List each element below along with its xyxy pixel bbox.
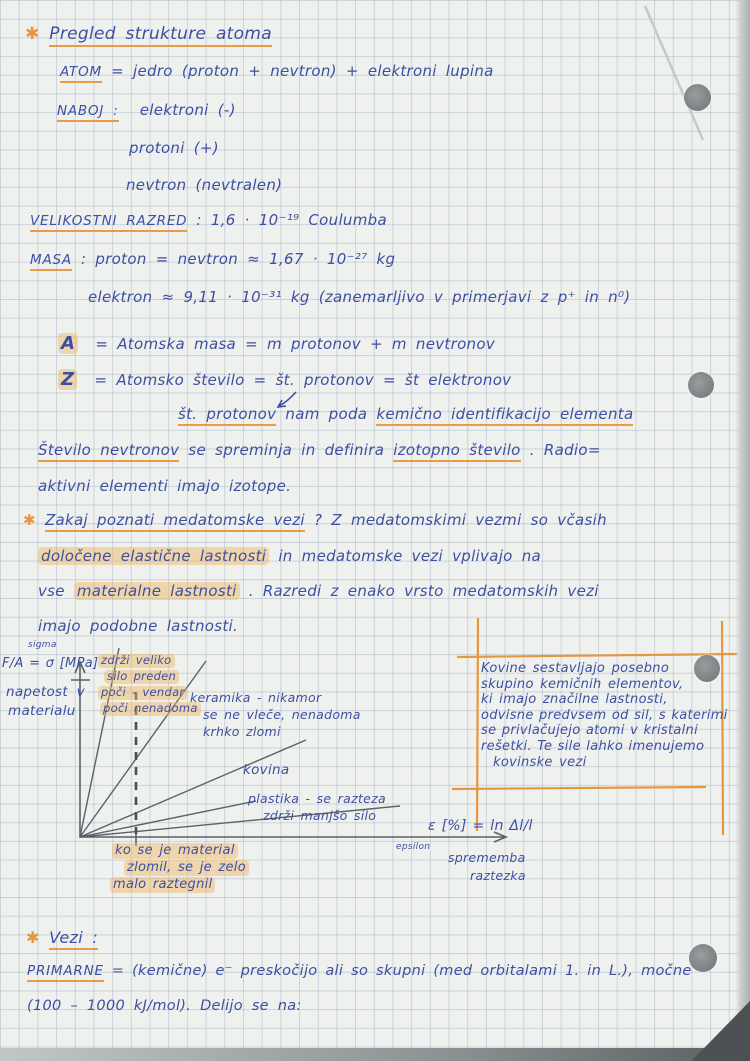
paper-crease [645, 6, 703, 140]
vezi-title: Vezi : [49, 928, 98, 950]
isotope-line-1 [38, 441, 601, 459]
kovine-box-line: odvisne predvsem od sil, s katerimi [481, 707, 728, 723]
properties-line-3: imajo podobne lastnosti. [38, 617, 239, 635]
kovine-note-box [481, 661, 728, 770]
primarne-line [27, 963, 692, 980]
masa-proton-value: : proton = nevtron ≈ 1,67 · 10⁻²⁷ kg [80, 250, 396, 268]
punch-hole [684, 84, 711, 111]
sigma-note: sigma [28, 640, 57, 650]
masa-label: MASA [30, 252, 72, 271]
primarne-def: = (kemične) e⁻ preskočijo ali so skupni (med orbitalami 1. in L.), močne [111, 963, 692, 979]
material-properties: materialne lastnosti [74, 582, 240, 600]
x-axis-sub-1: sprememba [448, 850, 526, 865]
kovine-box-line: ki imajo značilne lastnosti, [481, 692, 668, 708]
vezi-heading [26, 928, 98, 947]
properties-line-1 [38, 547, 541, 565]
primarne-label: PRIMARNE [27, 963, 104, 982]
properties-line-2 [38, 582, 599, 600]
keramika-label-1: keramika - nikamor [190, 690, 322, 705]
atomic-mass-line [58, 333, 495, 355]
naboj-label: NABOJ : [57, 103, 119, 122]
kovine-box-line: rešetki. Te sile lahko imenujemo [481, 738, 705, 754]
elastic-properties: določene elastične lastnosti [38, 547, 269, 565]
velikostni-value: : 1,6 · 10⁻¹⁹ Coulumba [196, 211, 387, 229]
plastika-label-2: zdrži manjšo silo [263, 808, 377, 823]
plastika-label-1: plastika - se razteza [248, 791, 386, 806]
atom-label: ATOM [60, 64, 102, 83]
naboj-neutron: nevtron (nevtralen) [126, 176, 283, 194]
title-text: Pregled strukture atoma [49, 24, 272, 47]
broke-note-2: zlomil, se je zelo [124, 860, 249, 876]
atomic-mass-def: = Atomska masa = m protonov + m nevtronov [95, 335, 496, 353]
x-axis-formula: ε [%] = ln Δl/l [428, 818, 533, 834]
why-bonds-question: Zakaj poznati medatomske vezi [45, 511, 305, 532]
chemical-id: kemično identifikacijo elementa [376, 405, 633, 426]
y-axis-formula: F/A = σ [MPa] [2, 656, 99, 671]
broke-note-1: ko se je material [112, 843, 238, 859]
y-axis-label-1: napetost v [6, 684, 85, 700]
ceramic-note-2: silo preden [104, 670, 179, 684]
kovina-label: kovina [243, 762, 290, 778]
isotope-end: . Radio= [529, 441, 601, 459]
isotope-line-2: aktivni elementi imajo izotope. [38, 477, 292, 495]
atom-line [60, 62, 494, 80]
kovine-box-line: se privlačujejo atomi v kristalni [481, 723, 699, 739]
paper-edge-bottom [0, 1048, 750, 1061]
kovine-box-line: kovinske vezi [493, 754, 587, 770]
naboj-electrons: elektroni (-) [139, 101, 236, 119]
isotope-number: izotopno število [393, 441, 520, 462]
masa-line [30, 250, 395, 268]
why-bonds-rest: ? Z medatomskimi vezmi so včasih [313, 511, 607, 529]
broke-note-3: malo raztegnil [110, 877, 215, 893]
kovine-box-line: Kovine sestavljajo posebno [481, 661, 670, 676]
proton-mid: nam poda [285, 405, 377, 423]
why-bonds-line [23, 511, 607, 529]
neutron-count: Število nevtronov [38, 441, 179, 462]
atom-definition: = jedro (proton + nevtron) + elektroni lupina [111, 62, 494, 80]
ceramic-note-4: poči nenadoma [100, 702, 201, 716]
ceramic-note-3: poči - vendar [98, 686, 187, 700]
epsilon-note: epsilon [396, 842, 431, 852]
paper-edge-right [735, 0, 750, 1061]
keramika-label-2: se ne vleče, nenadoma [203, 707, 361, 722]
velikostni-line [30, 211, 387, 229]
naboj-line [57, 101, 236, 119]
primarne-line-2: (100 – 1000 kJ/mol). Delijo se na: [27, 998, 302, 1014]
punch-hole [694, 655, 720, 682]
x-axis-sub-2: raztezka [470, 868, 526, 883]
isotope-mid: se spreminja in definira [188, 441, 394, 459]
bullet-asterisk: ✱ [23, 511, 36, 529]
masa-electron-value: elektron ≈ 9,11 · 10⁻³¹ kg (zanemarljivo v primerjavi z p⁺ in n⁰) [88, 288, 631, 306]
keramika-label-3: krhko zlomi [203, 724, 281, 739]
velikostni-label: VELIKOSTNI RAZRED [30, 213, 187, 232]
punch-hole [689, 944, 717, 972]
naboj-protons: protoni (+) [129, 139, 219, 157]
properties-rest-2: . Razredi z enako vrsto medatomskih vezi [248, 582, 599, 600]
ceramic-note-1: zdrži veliko [98, 654, 175, 668]
y-axis-label-2: materialu [8, 703, 76, 719]
punch-hole [688, 372, 714, 398]
properties-rest-1: in medatomske vezi vplivajo na [278, 547, 542, 565]
atomic-number-line [58, 369, 511, 391]
atomic-number-def: = Atomsko število = št. protonov = št elektronov [94, 371, 512, 389]
properties-pre: vse [38, 582, 74, 600]
proton-count: št. protonov [178, 405, 276, 426]
page-title [25, 24, 272, 44]
kovine-box-line: skupino kemičnih elementov, [481, 676, 684, 692]
symbol-A: A [58, 333, 78, 354]
bullet-asterisk: ✱ [25, 24, 40, 44]
symbol-Z: Z [58, 369, 77, 390]
proton-id-line [178, 405, 633, 423]
bullet-asterisk: ✱ [26, 928, 40, 947]
